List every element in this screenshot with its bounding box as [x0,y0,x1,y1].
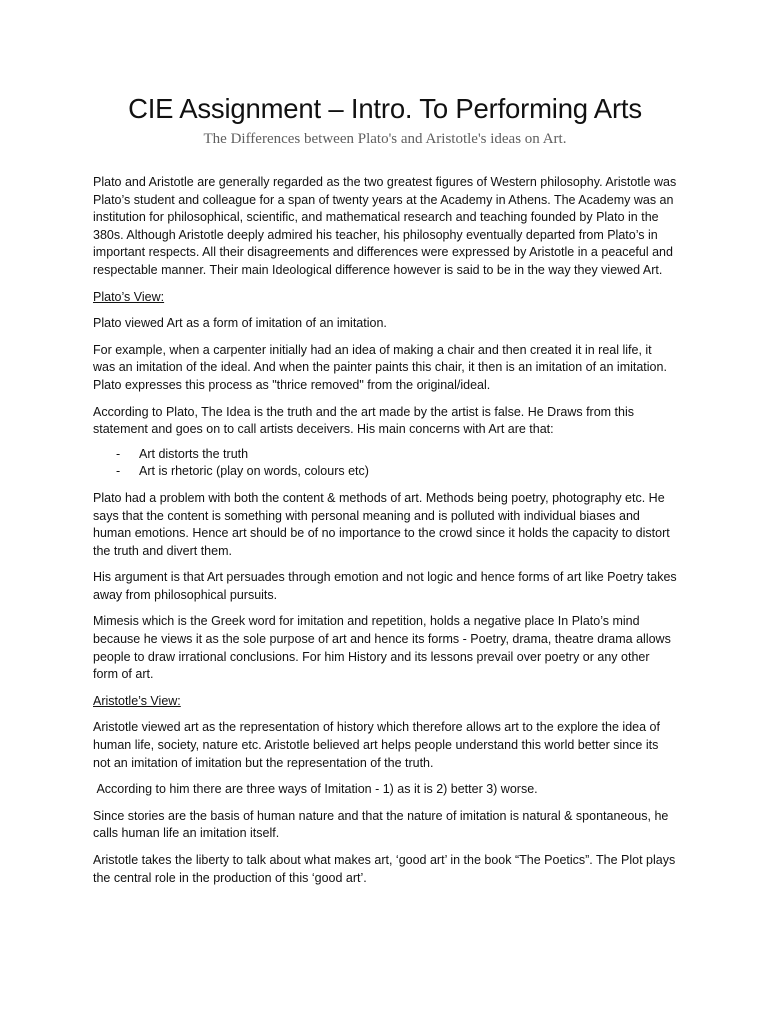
aristotle-paragraph-3: Since stories are the basis of human nature and that the nature of imitation is natural & spontaneous, he calls human life an imitation itself. [93,808,669,841]
document-subtitle: The Differences between Plato's and Aristotle's ideas on Art. [203,131,567,147]
list-item [93,463,677,481]
aristotle-paragraph-4: Aristotle takes the liberty to talk about what makes art, ‘good art’ in the book “The Poetics”. The Plot plays the central role in the production of this ‘good art’. [93,853,676,885]
plato-paragraph-1: Plato viewed Art as a form of imitation of an imitation. [93,316,387,331]
document-title: CIE Assignment – Intro. To Performing Arts [128,93,642,124]
list-item-text: Art is rhetoric (play on words, colours etc) [139,464,369,479]
plato-paragraph-5: His argument is that Art persuades through emotion and not logic and hence forms of art like Poetry takes away from philosophical pursuits. [93,570,677,602]
aristotle-view-heading: Aristotle’s View: [93,693,181,708]
document-page [93,90,677,896]
list-item [93,446,677,464]
intro-paragraph: Plato and Aristotle are generally regarded as the two greatest figures of Western philosophy. Aristotle was Plato’s student and colleague for a span of twenty years at the Academy in Athens. The Academy was an institution for philosophical, scientific, and mathematical research and teaching founded by Plato in the 380s. Although Aristotle deeply admired his teacher, his philosophy eventually departed from Plato’s in important respects. All their disagreements and differences were expressed by Aristotle in a peaceful and respectable manner. Their main Ideological difference however is said to be in the way they viewed Art. [93,175,677,277]
bullet-dash: - [116,464,121,479]
bullet-dash: - [116,446,121,461]
aristotle-paragraph-2: According to him there are three ways of Imitation - 1) as it is 2) better 3) worse. [93,782,538,797]
plato-paragraph-4: Plato had a problem with both the content & methods of art. Methods being poetry, photography etc. He says that the content is something with personal meaning and is polluted with individual biases and human emotions. Hence art should be of no importance to the crowd since it holds the capacity to distort the truth and divert them. [93,490,670,558]
plato-paragraph-2: For example, when a carpenter initially had an idea of making a chair and then created it in real life, it was an imitation of the ideal. And when the painter paints this chair, it then is an imitation of an imitation. Plato expresses this process as "thrice removed" from the original/ideal. [93,342,667,392]
plato-paragraph-6: Mimesis which is the Greek word for imitation and repetition, holds a negative place In Plato’s mind because he views it as the sole purpose of art and hence its forms - Poetry, drama, theatre drama allows people to draw irrational conclusions. For him History and its lessons prevail over poetry or any other form of art. [93,614,671,682]
plato-view-heading: Plato’s View: [93,289,165,304]
plato-paragraph-3: According to Plato, The Idea is the truth and the art made by the artist is false. He Draws from this statement and goes on to call artists deceivers. His main concerns with Art are that: [93,404,634,437]
plato-concerns-list [93,446,677,481]
document-body [93,174,677,887]
list-item-text: Art distorts the truth [139,446,249,461]
aristotle-paragraph-1: Aristotle viewed art as the representation of history which therefore allows art to the explore the idea of human life, society, nature etc. Aristotle believed art helps people understand this world better since its not an imitation of imitation but the representation of the truth. [93,720,660,770]
